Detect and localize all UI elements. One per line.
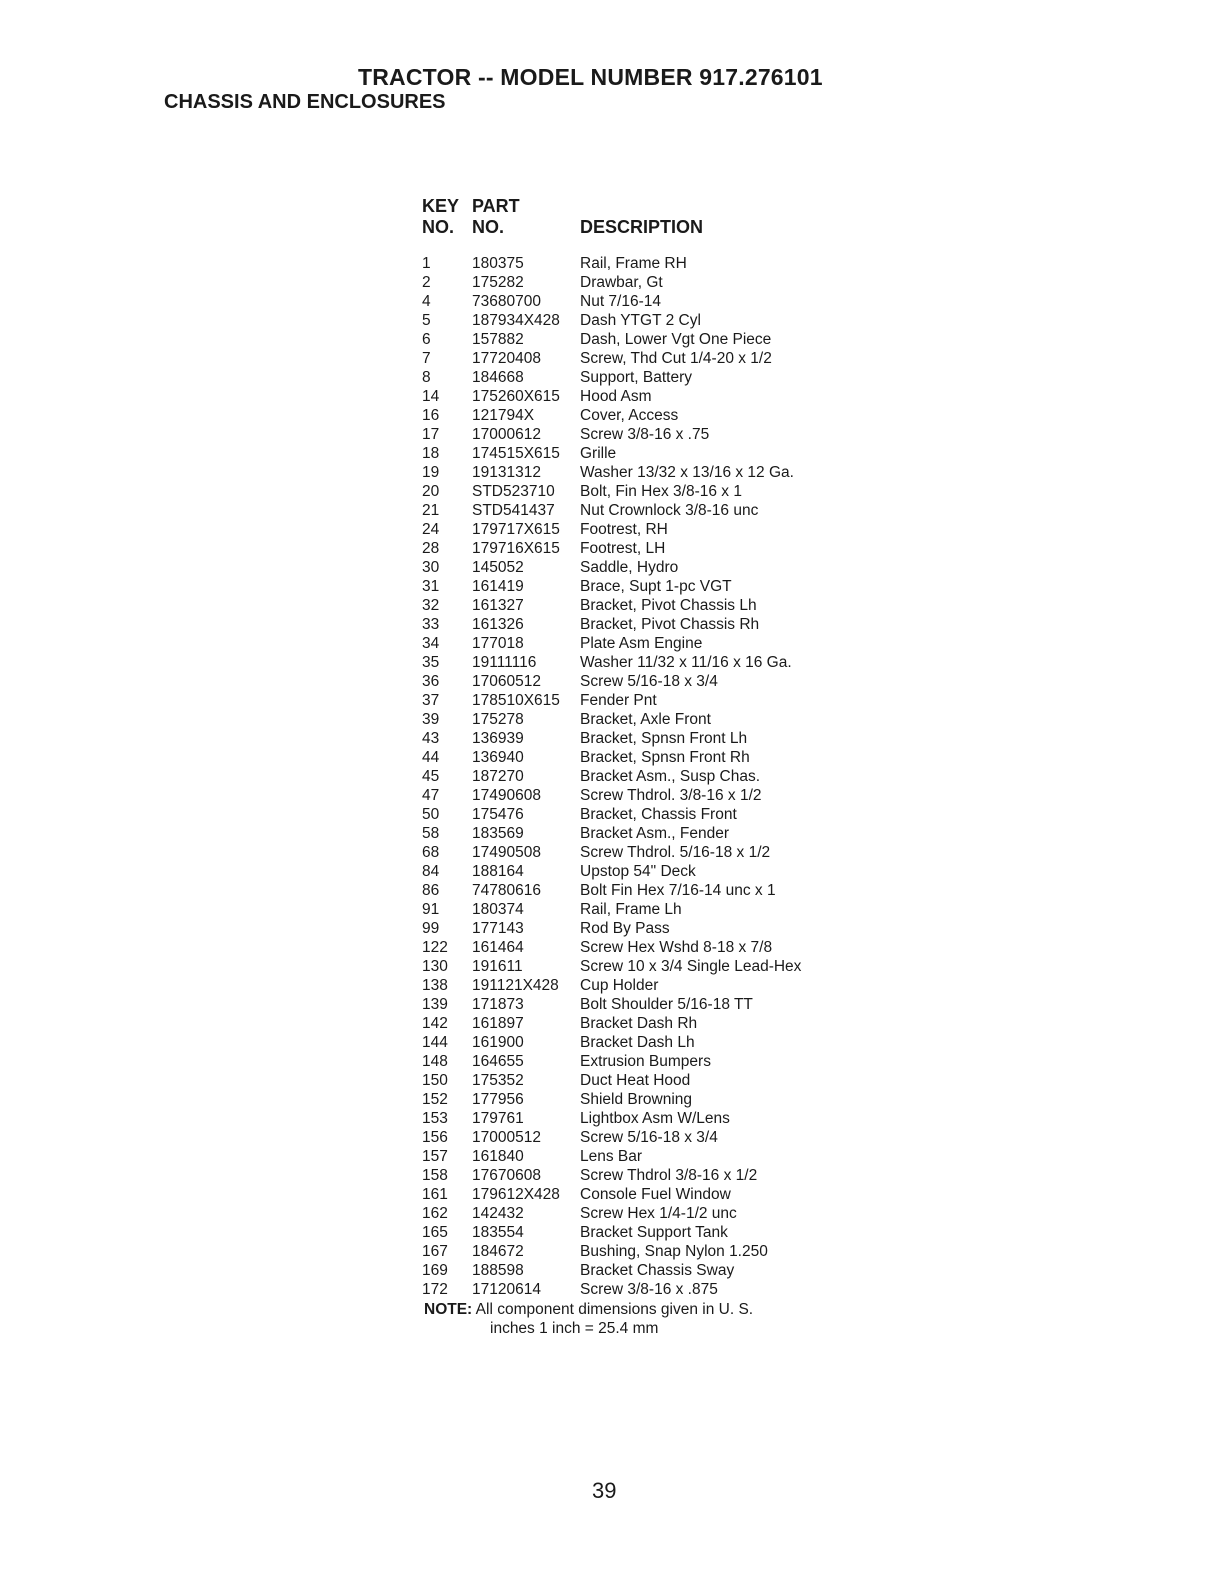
header-description: DESCRIPTION bbox=[580, 217, 704, 237]
key-no-cell: 157 bbox=[422, 1148, 448, 1165]
key-no-cell: 16 bbox=[422, 407, 440, 424]
description-cell: Rail, Frame Lh bbox=[580, 901, 682, 918]
table-row bbox=[422, 1261, 862, 1280]
table-row bbox=[422, 1071, 862, 1090]
key-no-cell: 150 bbox=[422, 1072, 448, 1089]
key-no-cell: 47 bbox=[422, 787, 440, 804]
table-row bbox=[422, 957, 862, 976]
key-no-cell: 50 bbox=[422, 806, 440, 823]
table-row bbox=[422, 938, 862, 957]
table-row bbox=[422, 862, 862, 881]
key-no-cell: 142 bbox=[422, 1015, 448, 1032]
table-row bbox=[422, 672, 862, 691]
description-cell: Fender Pnt bbox=[580, 692, 657, 709]
part-no-cell: 164655 bbox=[472, 1053, 524, 1070]
part-no-cell: 161326 bbox=[472, 616, 524, 633]
key-no-cell: 18 bbox=[422, 445, 440, 462]
description-cell: Extrusion Bumpers bbox=[580, 1053, 711, 1070]
description-cell: Lens Bar bbox=[580, 1148, 643, 1165]
description-cell: Nut 7/16-14 bbox=[580, 293, 661, 310]
table-row bbox=[422, 767, 862, 786]
key-no-cell: 68 bbox=[422, 844, 440, 861]
table-row bbox=[422, 634, 862, 653]
section-subtitle: CHASSIS AND ENCLOSURES bbox=[164, 91, 446, 113]
table-row bbox=[422, 653, 862, 672]
table-row bbox=[422, 444, 862, 463]
table-row bbox=[422, 368, 862, 387]
part-no-cell: 191121X428 bbox=[472, 977, 559, 994]
table-row bbox=[422, 254, 862, 273]
table-row bbox=[422, 292, 862, 311]
description-cell: Rail, Frame RH bbox=[580, 255, 687, 272]
key-no-cell: 91 bbox=[422, 901, 440, 918]
part-no-cell: 17490608 bbox=[472, 787, 541, 804]
key-no-cell: 17 bbox=[422, 426, 440, 443]
table-row bbox=[422, 501, 862, 520]
table-row bbox=[422, 425, 862, 444]
parts-list bbox=[422, 196, 862, 1299]
key-no-cell: 158 bbox=[422, 1167, 448, 1184]
table-row bbox=[422, 520, 862, 539]
part-no-cell: 175278 bbox=[472, 711, 524, 728]
table-row bbox=[422, 748, 862, 767]
key-no-cell: 8 bbox=[422, 369, 431, 386]
key-no-cell: 4 bbox=[422, 293, 431, 310]
key-no-cell: 2 bbox=[422, 274, 431, 291]
note-label: NOTE: bbox=[424, 1301, 473, 1318]
table-row bbox=[422, 1166, 862, 1185]
table-row bbox=[422, 1204, 862, 1223]
header-key-no-line2: NO. bbox=[422, 217, 455, 237]
part-no-cell: 175260X615 bbox=[472, 388, 560, 405]
part-no-cell: 184672 bbox=[472, 1243, 524, 1260]
description-cell: Hood Asm bbox=[580, 388, 652, 405]
part-no-cell: 19111116 bbox=[472, 654, 537, 671]
key-no-cell: 122 bbox=[422, 939, 448, 956]
key-no-cell: 6 bbox=[422, 331, 431, 348]
part-no-cell: 187934X428 bbox=[472, 312, 560, 329]
key-no-cell: 99 bbox=[422, 920, 440, 937]
table-row bbox=[422, 1014, 862, 1033]
header-key-no-line1: KEY bbox=[422, 196, 460, 216]
part-no-cell: STD523710 bbox=[472, 483, 555, 500]
part-no-cell: 157882 bbox=[472, 331, 524, 348]
part-no-cell: 175352 bbox=[472, 1072, 524, 1089]
part-no-cell: 179612X428 bbox=[472, 1186, 560, 1203]
table-row bbox=[422, 691, 862, 710]
description-cell: Bushing, Snap Nylon 1.250 bbox=[580, 1243, 768, 1260]
key-no-cell: 43 bbox=[422, 730, 440, 747]
part-no-cell: 74780616 bbox=[472, 882, 541, 899]
table-row bbox=[422, 330, 862, 349]
key-no-cell: 19 bbox=[422, 464, 440, 481]
key-no-cell: 58 bbox=[422, 825, 440, 842]
description-cell: Bracket, Spnsn Front Rh bbox=[580, 749, 750, 766]
part-no-cell: 180375 bbox=[472, 255, 524, 272]
table-row bbox=[422, 881, 862, 900]
part-no-cell: 187270 bbox=[472, 768, 524, 785]
part-no-cell: 161897 bbox=[472, 1015, 524, 1032]
key-no-cell: 138 bbox=[422, 977, 448, 994]
part-no-cell: STD541437 bbox=[472, 502, 555, 519]
description-cell: Washer 13/32 x 13/16 x 12 Ga. bbox=[580, 464, 794, 481]
description-cell: Dash, Lower Vgt One Piece bbox=[580, 331, 772, 348]
description-cell: Bolt Fin Hex 7/16-14 unc x 1 bbox=[580, 882, 776, 899]
table-row bbox=[422, 1109, 862, 1128]
part-no-cell: 136940 bbox=[472, 749, 524, 766]
part-no-cell: 17060512 bbox=[472, 673, 541, 690]
description-cell: Lightbox Asm W/Lens bbox=[580, 1110, 730, 1127]
description-cell: Bracket Dash Lh bbox=[580, 1034, 695, 1051]
key-no-cell: 20 bbox=[422, 483, 440, 500]
part-no-cell: 177018 bbox=[472, 635, 524, 652]
description-cell: Cover, Access bbox=[580, 407, 679, 424]
part-no-cell: 178510X615 bbox=[472, 692, 560, 709]
description-cell: Bolt, Fin Hex 3/8-16 x 1 bbox=[580, 483, 742, 500]
description-cell: Bracket Chassis Sway bbox=[580, 1262, 735, 1279]
table-row bbox=[422, 311, 862, 330]
key-no-cell: 35 bbox=[422, 654, 440, 671]
table-row bbox=[422, 1223, 862, 1242]
key-no-cell: 156 bbox=[422, 1129, 448, 1146]
description-cell: Shield Browning bbox=[580, 1091, 693, 1108]
description-cell: Screw 3/8-16 x .75 bbox=[580, 426, 710, 443]
description-cell: Upstop 54" Deck bbox=[580, 863, 696, 880]
part-no-cell: 161840 bbox=[472, 1148, 524, 1165]
part-no-cell: 175282 bbox=[472, 274, 524, 291]
key-no-cell: 165 bbox=[422, 1224, 448, 1241]
description-cell: Support, Battery bbox=[580, 369, 693, 386]
part-no-cell: 179761 bbox=[472, 1110, 524, 1127]
key-no-cell: 86 bbox=[422, 882, 440, 899]
description-cell: Bracket Support Tank bbox=[580, 1224, 728, 1241]
key-no-cell: 152 bbox=[422, 1091, 448, 1108]
table-row bbox=[422, 843, 862, 862]
header-part-no-line1: PART bbox=[472, 196, 520, 216]
table-row bbox=[422, 1242, 862, 1261]
description-cell: Screw 5/16-18 x 3/4 bbox=[580, 1129, 718, 1146]
table-row bbox=[422, 387, 862, 406]
part-no-cell: 17720408 bbox=[472, 350, 541, 367]
table-row bbox=[422, 824, 862, 843]
part-no-cell: 177143 bbox=[472, 920, 524, 937]
key-no-cell: 30 bbox=[422, 559, 440, 576]
key-no-cell: 172 bbox=[422, 1281, 448, 1298]
part-no-cell: 171873 bbox=[472, 996, 524, 1013]
description-cell: Grille bbox=[580, 445, 617, 462]
description-cell: Bracket, Chassis Front bbox=[580, 806, 737, 823]
description-cell: Dash YTGT 2 Cyl bbox=[580, 312, 701, 329]
part-no-cell: 161900 bbox=[472, 1034, 524, 1051]
table-row bbox=[422, 539, 862, 558]
parts-rows bbox=[422, 254, 862, 1299]
key-no-cell: 32 bbox=[422, 597, 440, 614]
table-row bbox=[422, 406, 862, 425]
part-no-cell: 179716X615 bbox=[472, 540, 560, 557]
dimension-note bbox=[424, 1300, 844, 1338]
part-no-cell: 19131312 bbox=[472, 464, 541, 481]
part-no-cell: 179717X615 bbox=[472, 521, 560, 538]
table-row bbox=[422, 1128, 862, 1147]
description-cell: Bolt Shoulder 5/16-18 TT bbox=[580, 996, 753, 1013]
description-cell: Console Fuel Window bbox=[580, 1186, 731, 1203]
key-no-cell: 1 bbox=[422, 255, 431, 272]
part-no-cell: 191611 bbox=[472, 958, 523, 975]
key-no-cell: 5 bbox=[422, 312, 431, 329]
table-row bbox=[422, 349, 862, 368]
part-no-cell: 17490508 bbox=[472, 844, 541, 861]
note-line-1: All component dimensions given in U. S. bbox=[475, 1301, 754, 1318]
part-no-cell: 177956 bbox=[472, 1091, 524, 1108]
description-cell: Bracket, Axle Front bbox=[580, 711, 711, 728]
description-cell: Screw Thdrol 3/8-16 x 1/2 bbox=[580, 1167, 758, 1184]
part-no-cell: 17120614 bbox=[472, 1281, 541, 1298]
description-cell: Bracket Asm., Fender bbox=[580, 825, 730, 842]
key-no-cell: 21 bbox=[422, 502, 440, 519]
table-row bbox=[422, 1185, 862, 1204]
key-no-cell: 7 bbox=[422, 350, 431, 367]
part-no-cell: 142432 bbox=[472, 1205, 524, 1222]
table-row bbox=[422, 463, 862, 482]
key-no-cell: 14 bbox=[422, 388, 440, 405]
part-no-cell: 188164 bbox=[472, 863, 524, 880]
table-row bbox=[422, 786, 862, 805]
description-cell: Screw Thdrol. 3/8-16 x 1/2 bbox=[580, 787, 762, 804]
table-row bbox=[422, 615, 862, 634]
part-no-cell: 175476 bbox=[472, 806, 524, 823]
description-cell: Cup Holder bbox=[580, 977, 659, 994]
part-no-cell: 17000512 bbox=[472, 1129, 541, 1146]
part-no-cell: 136939 bbox=[472, 730, 524, 747]
description-cell: Screw Hex Wshd 8-18 x 7/8 bbox=[580, 939, 773, 956]
key-no-cell: 148 bbox=[422, 1053, 448, 1070]
part-no-cell: 73680700 bbox=[472, 293, 541, 310]
key-no-cell: 33 bbox=[422, 616, 440, 633]
page-number: 39 bbox=[592, 1478, 617, 1503]
description-cell: Rod By Pass bbox=[580, 920, 670, 937]
part-no-cell: 183569 bbox=[472, 825, 524, 842]
table-row bbox=[422, 900, 862, 919]
table-row bbox=[422, 558, 862, 577]
description-cell: Bracket Asm., Susp Chas. bbox=[580, 768, 761, 785]
key-no-cell: 162 bbox=[422, 1205, 448, 1222]
table-row bbox=[422, 1280, 862, 1299]
key-no-cell: 34 bbox=[422, 635, 440, 652]
part-no-cell: 180374 bbox=[472, 901, 524, 918]
description-cell: Screw 3/8-16 x .875 bbox=[580, 1281, 718, 1298]
key-no-cell: 36 bbox=[422, 673, 440, 690]
key-no-cell: 24 bbox=[422, 521, 440, 538]
part-no-cell: 183554 bbox=[472, 1224, 524, 1241]
part-no-cell: 188598 bbox=[472, 1262, 524, 1279]
description-cell: Bracket, Pivot Chassis Lh bbox=[580, 597, 757, 614]
table-row bbox=[422, 805, 862, 824]
key-no-cell: 39 bbox=[422, 711, 440, 728]
description-cell: Washer 11/32 x 11/16 x 16 Ga. bbox=[580, 654, 792, 671]
note-line-2: inches 1 inch = 25.4 mm bbox=[490, 1320, 659, 1337]
key-no-cell: 169 bbox=[422, 1262, 448, 1279]
key-no-cell: 167 bbox=[422, 1243, 448, 1260]
part-no-cell: 17670608 bbox=[472, 1167, 541, 1184]
description-cell: Screw Thdrol. 5/16-18 x 1/2 bbox=[580, 844, 771, 861]
table-row bbox=[422, 710, 862, 729]
part-no-cell: 174515X615 bbox=[472, 445, 560, 462]
description-cell: Brace, Supt 1-pc VGT bbox=[580, 578, 732, 595]
description-cell: Bracket Dash Rh bbox=[580, 1015, 698, 1032]
table-row bbox=[422, 995, 862, 1014]
part-no-cell: 161464 bbox=[472, 939, 524, 956]
header-part-no-line2: NO. bbox=[472, 217, 505, 237]
key-no-cell: 161 bbox=[422, 1186, 448, 1203]
parts-list-header bbox=[422, 196, 862, 254]
table-row bbox=[422, 919, 862, 938]
key-no-cell: 28 bbox=[422, 540, 440, 557]
description-cell: Screw 5/16-18 x 3/4 bbox=[580, 673, 718, 690]
description-cell: Nut Crownlock 3/8-16 unc bbox=[580, 502, 759, 519]
part-no-cell: 121794X bbox=[472, 407, 535, 424]
description-cell: Screw Hex 1/4-1/2 unc bbox=[580, 1205, 737, 1222]
table-row bbox=[422, 1033, 862, 1052]
part-no-cell: 145052 bbox=[472, 559, 524, 576]
table-row bbox=[422, 577, 862, 596]
key-no-cell: 37 bbox=[422, 692, 440, 709]
table-row bbox=[422, 482, 862, 501]
table-row bbox=[422, 729, 862, 748]
description-cell: Bracket, Spnsn Front Lh bbox=[580, 730, 748, 747]
key-no-cell: 130 bbox=[422, 958, 448, 975]
key-no-cell: 153 bbox=[422, 1110, 448, 1127]
description-cell: Footrest, RH bbox=[580, 521, 668, 538]
key-no-cell: 31 bbox=[422, 578, 440, 595]
table-row bbox=[422, 273, 862, 292]
part-no-cell: 17000612 bbox=[472, 426, 541, 443]
key-no-cell: 144 bbox=[422, 1034, 448, 1051]
description-cell: Saddle, Hydro bbox=[580, 559, 679, 576]
key-no-cell: 139 bbox=[422, 996, 448, 1013]
page-title: TRACTOR -- MODEL NUMBER 917.276101 bbox=[358, 64, 823, 90]
table-row bbox=[422, 976, 862, 995]
table-row bbox=[422, 1147, 862, 1166]
description-cell: Footrest, LH bbox=[580, 540, 666, 557]
description-cell: Screw 10 x 3/4 Single Lead-Hex bbox=[580, 958, 802, 975]
description-cell: Plate Asm Engine bbox=[580, 635, 703, 652]
table-row bbox=[422, 596, 862, 615]
table-row bbox=[422, 1052, 862, 1071]
key-no-cell: 84 bbox=[422, 863, 440, 880]
part-no-cell: 161419 bbox=[472, 578, 524, 595]
part-no-cell: 161327 bbox=[472, 597, 524, 614]
table-row bbox=[422, 1090, 862, 1109]
key-no-cell: 44 bbox=[422, 749, 440, 766]
description-cell: Bracket, Pivot Chassis Rh bbox=[580, 616, 760, 633]
description-cell: Drawbar, Gt bbox=[580, 274, 663, 291]
description-cell: Duct Heat Hood bbox=[580, 1072, 691, 1089]
description-cell: Screw, Thd Cut 1/4-20 x 1/2 bbox=[580, 350, 772, 367]
part-no-cell: 184668 bbox=[472, 369, 524, 386]
key-no-cell: 45 bbox=[422, 768, 440, 785]
